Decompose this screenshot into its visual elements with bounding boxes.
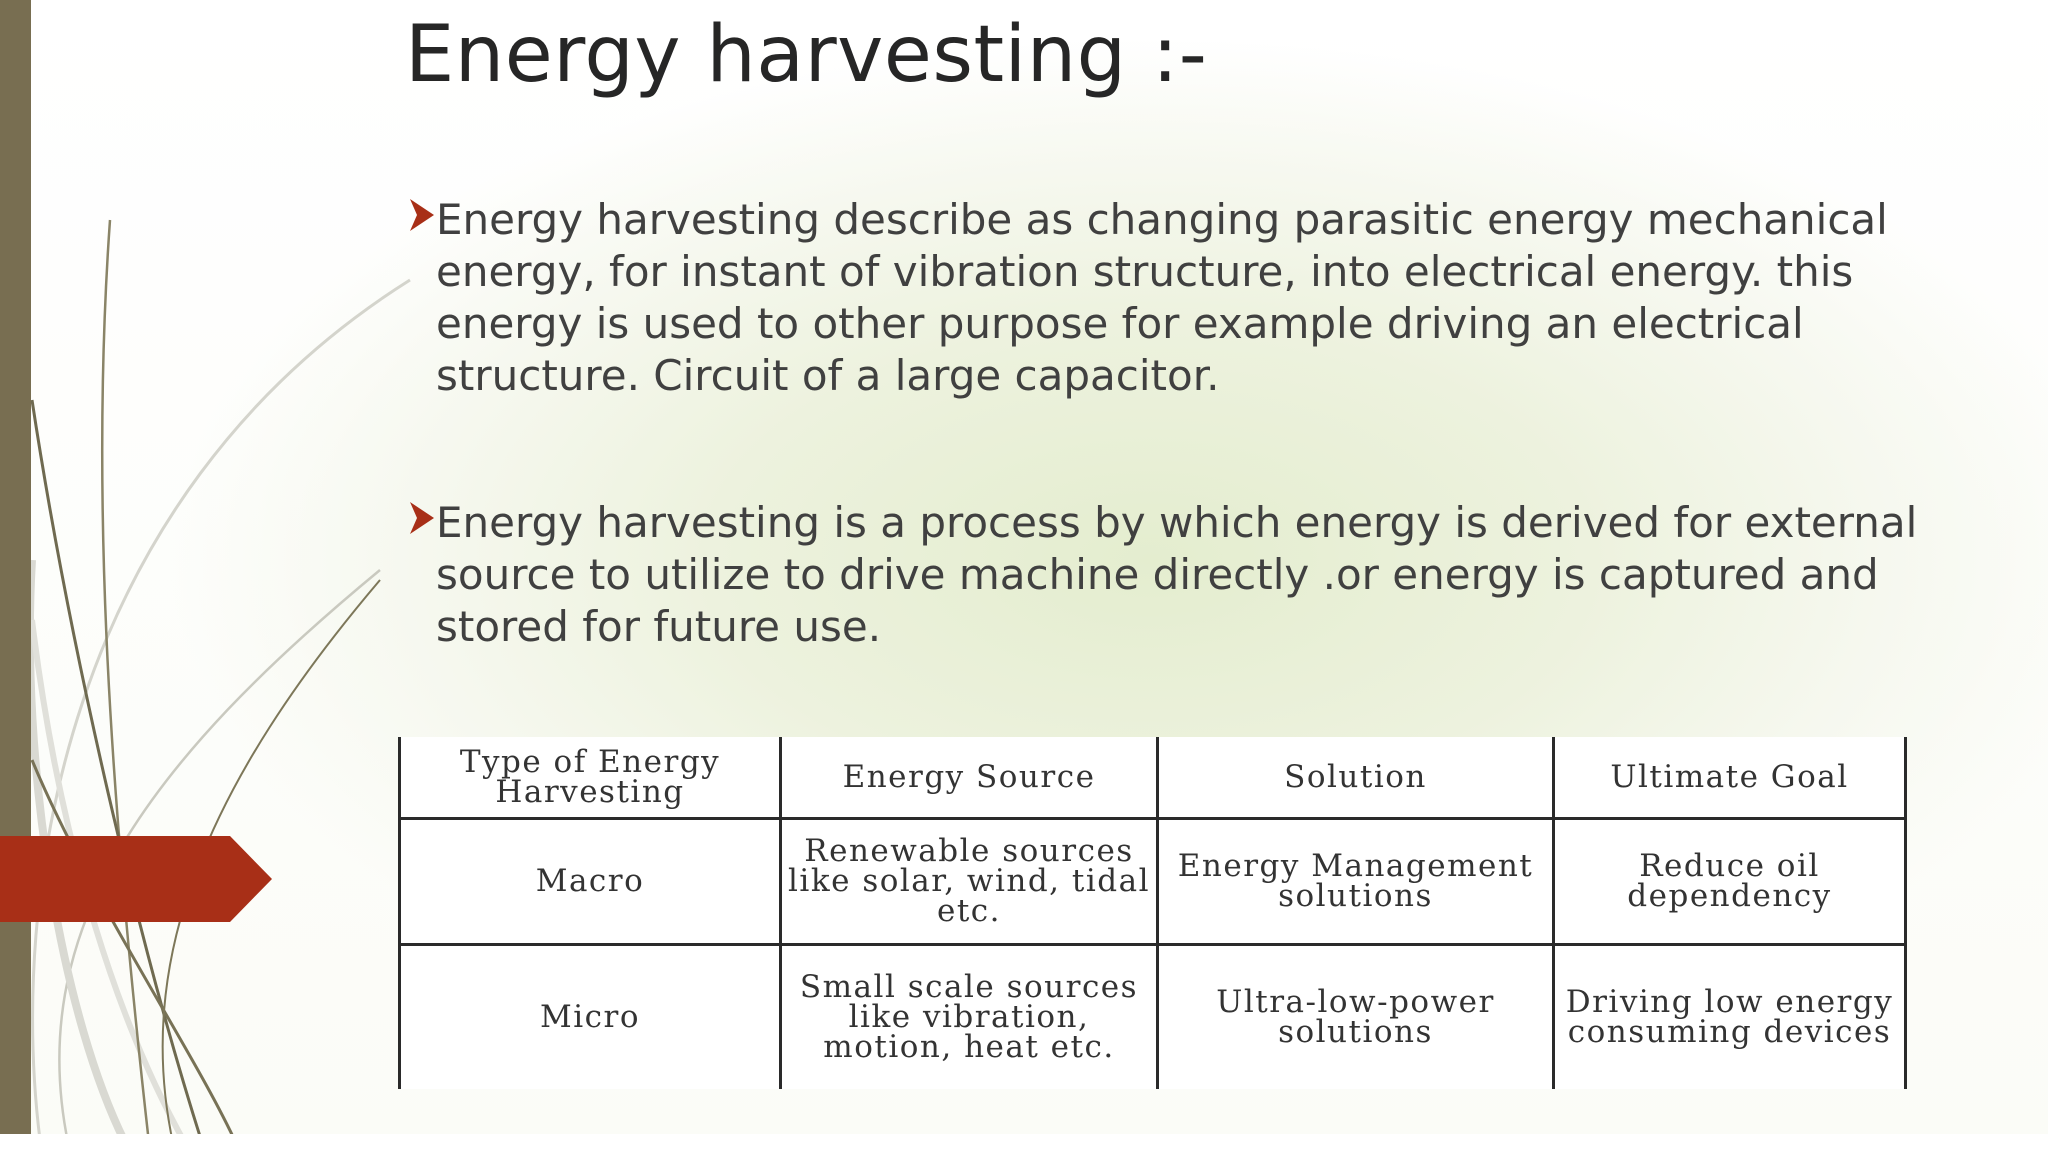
table-cell: Energy Management solutions (1158, 818, 1554, 944)
arrow-bullet-icon (408, 500, 436, 536)
slide-title: Energy harvesting :- (405, 10, 1208, 100)
arrow-bullet-icon (408, 197, 436, 233)
table-cell: Small scale sources like vibration, motion, heat etc. (781, 944, 1158, 1089)
left-accent-bar (0, 0, 31, 1152)
table-cell: Driving low energy consuming devices (1554, 944, 1906, 1089)
table-header-cell: Energy Source (781, 737, 1158, 818)
table-header-row (400, 737, 1906, 818)
bullet-item (408, 194, 1918, 402)
bullet-text: Energy harvesting describe as changing parasitic energy mechanical energy, for instant of vibration structure, into electrical energy. this energy is used to other purpose for example driving an electrical structure. Circuit of a large capacitor. (436, 195, 1888, 400)
bottom-strip (0, 1134, 2048, 1152)
table-cell: Ultra-low-power solutions (1158, 944, 1554, 1089)
red-arrow-shape (0, 836, 272, 922)
bullet-text: Energy harvesting is a process by which energy is derived for external source to utilize to drive machine directly .or energy is captured and stored for future use. (436, 498, 1918, 651)
table-row (400, 818, 1906, 944)
table-header-cell: Solution (1158, 737, 1554, 818)
table-cell: Micro (400, 944, 781, 1089)
energy-harvesting-table (398, 737, 1907, 1089)
table-cell: Reduce oil dependency (1554, 818, 1906, 944)
table-row (400, 944, 1906, 1089)
bullet-item (408, 497, 1918, 653)
table-header-cell: Ultimate Goal (1554, 737, 1906, 818)
table-cell: Macro (400, 818, 781, 944)
table-cell: Renewable sources like solar, wind, tidal etc. (781, 818, 1158, 944)
table-header-cell: Type of Energy Harvesting (400, 737, 781, 818)
